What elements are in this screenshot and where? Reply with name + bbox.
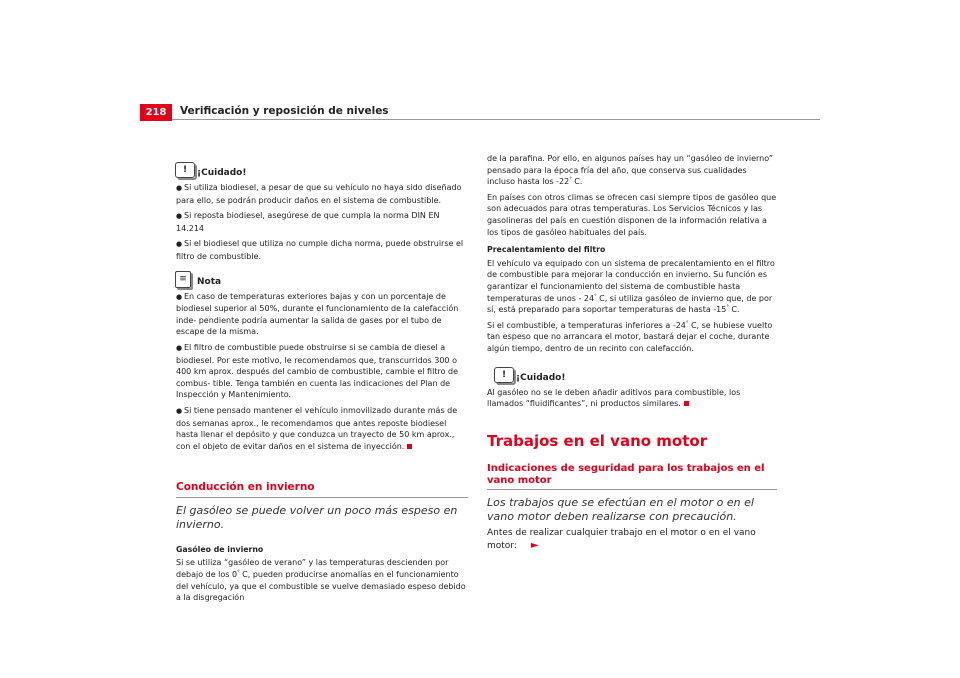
- bullet-icon: ●: [176, 240, 183, 249]
- section-title-winter: Conducción en invierno: [176, 481, 315, 494]
- note-heading: [159, 271, 468, 291]
- subhead-winter-diesel: Gasóleo de invierno: [176, 544, 264, 554]
- caution-bullet: ● Si el biodiesel que utiliza no cumple dicha norma, puede obstruirse el filtro de combustible.: [176, 239, 464, 261]
- continue-arrow-icon: ►: [530, 540, 539, 552]
- caution-bullet: ● Si utiliza biodiesel, a pesar de que su vehículo no haya sido diseñado para ello, se podrán producir daños en el sistema de combustible.: [176, 183, 462, 205]
- warning-icon: !: [175, 162, 195, 178]
- paragraph: de la parafina. Por ello, en algunos países hay un “gasóleo de invierno” pensado para la época fría del año, que conserva sus cualidades incluso hasta los -22° C.: [487, 154, 773, 187]
- paragraph: Si el combustible, a temperaturas inferiores a -24° C, se hubiese vuelto tan espeso que no arrancara el motor, bastará dejar el coche, durante algún tiempo, dentro de un recinto con calefacción.: [487, 320, 773, 353]
- bullet-icon: ●: [176, 343, 183, 352]
- end-mark-icon: [684, 401, 689, 406]
- caution-heading: [159, 162, 468, 182]
- paragraph: En países con otros climas se ofrecen casi siempre tipos de gasóleo que son adecuados para otras temperaturas. Los Servicios Técnicos y las gasolineras del país en cuestión disponen de la información relativa a los tipos de gasóleo habituales del país.: [487, 192, 777, 237]
- section-title-safety: Indicaciones de seguridad para los trabajos en el vano motor: [487, 463, 765, 486]
- section-intro: El gasóleo se puede volver un poco más espeso en invierno.: [176, 503, 458, 531]
- section-intro: Los trabajos que se efectúan en el motor o en el vano motor deben realizarse con precaución.: [487, 496, 754, 524]
- left-column: [176, 160, 468, 608]
- caution-text: Al gasóleo no se le deben añadir aditivos para combustible, los llamados “fluidificantes”, ni productos similares.: [487, 387, 741, 409]
- note-bullet: ● Si tiene pensado mantener el vehículo inmovilizado durante más de dos semanas aprox., le recomendamos que antes reposte biodiesel hasta llenar el depósito y que conduzca un trayecto de 50 km aprox., con el objeto de evitar daños en el sistema de inyección.: [176, 405, 458, 451]
- header-title: Verificación y reposición de niveles: [180, 105, 389, 117]
- bullet-icon: ●: [176, 212, 183, 221]
- paragraph: El vehículo va equipado con un sistema de precalentamiento en el filtro de combustible para mejorar la conducción en invierno. Su función es garantizar el funcionamiento del sistema de combustible hasta temperaturas de unos - 24° C, si utiliza gasóleo de invierno que, de por sí, está preparado para soportar temperaturas de hasta -15° C.: [487, 258, 775, 315]
- subhead-filter-preheating: Precalentamiento del filtro: [487, 245, 606, 255]
- caution-bullet: ● Si reposta biodiesel, asegúrese de que cumpla la norma DIN EN 14.214: [176, 211, 440, 233]
- main-title-engine: Trabajos en el vano motor: [487, 431, 708, 450]
- paragraph: Si se utiliza “gasóleo de verano” y las temperaturas descienden por debajo de los 0° C, pueden producirse anomalías en el funcionamiento del vehículo, ya que el combustible se vuelve demasiado espeso debido a la disgregación: [176, 558, 466, 603]
- note-bullet: ● En caso de temperaturas exteriores bajas y con un porcentaje de biodiesel superior al 50%, durante el funcionamiento de la calefacción inde- pendiente podría aumentar la salida de gases por el tubo de escape de la misma.: [176, 291, 459, 337]
- note-bullet: ● El filtro de combustible puede obstruirse si se cambia de diesel a biodiesel. Por este motivo, le recomendamos que, transcurridos 300 o 400 km aprox. después del cambio de combustible, cambie el filtro de combus- tible. Tenga también en cuenta las indicaciones del Plan de Inspección y Mantenimiento.: [176, 342, 458, 400]
- page-number: 218: [140, 104, 172, 121]
- bullet-icon: ●: [176, 406, 183, 415]
- section-rule: [176, 497, 468, 498]
- warning-icon: !: [494, 367, 514, 383]
- caution-label: ¡Cuidado!: [516, 372, 566, 383]
- right-column: [487, 153, 777, 553]
- end-mark-icon: [407, 444, 412, 449]
- section-rule: [487, 489, 777, 490]
- note-icon: ≡: [175, 271, 191, 288]
- note-label: Nota: [197, 276, 222, 287]
- bullet-icon: ●: [176, 184, 183, 192]
- bullet-icon: ●: [176, 292, 183, 301]
- header-rule: [172, 119, 820, 120]
- caution-heading: [478, 367, 777, 387]
- instruction-line: Antes de realizar cualquier trabajo en el motor o en el vano motor: ►: [487, 528, 756, 552]
- caution-label: ¡Cuidado!: [197, 168, 247, 178]
